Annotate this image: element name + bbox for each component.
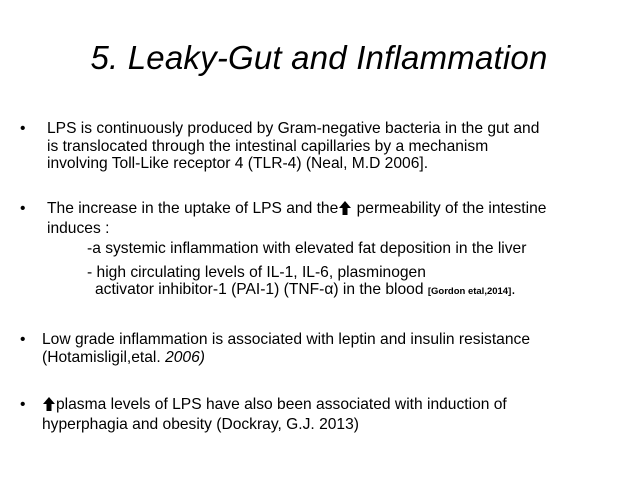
bullet-line: Low grade inflammation is associated with leptin and insulin resistance [42, 331, 530, 348]
bullet-text [42, 331, 627, 366]
sub-item-circulating-levels: - high circulating levels of IL-1, IL-6, plasminogen [87, 263, 426, 281]
bullet-line-part: (Hotamisligil,etal. [42, 348, 166, 366]
bullet-text [47, 200, 632, 301]
sub-item-text: activator inhibitor-1 (PAI-1) (TNF-α) in the blood [95, 281, 428, 298]
bullet-line: LPS is continuously produced by Gram-negative bacteria in the gut and [47, 120, 540, 137]
sub-item-systemic-inflammation: -a systemic inflammation with elevated fat deposition in the liver [87, 240, 527, 257]
bullet-line-part: plasma levels of LPS have also been associated with induction of [56, 396, 507, 413]
bullet-line [42, 396, 627, 416]
sub-item-end: . [511, 281, 516, 298]
bullet-line: hyperphagia and obesity (Dockray, G.J. 2013) [42, 415, 359, 433]
bullet-dot: • [20, 200, 26, 217]
bullet-line [42, 349, 627, 367]
bullet-dot: • [20, 120, 26, 137]
bullet-line [47, 200, 632, 220]
bullet-line-part: permeability of the intestine [352, 200, 547, 217]
bullet-line: induces : [47, 219, 110, 237]
citation-year-italic: 2006) [165, 348, 205, 366]
up-arrow-icon [43, 397, 55, 416]
bullet-text [42, 396, 627, 433]
up-arrow-icon [339, 201, 351, 220]
bullet-text [47, 120, 632, 173]
slide-title: 5. Leaky-Gut and Inflammation [90, 39, 548, 76]
bullet-line: is translocated through the intestinal capillaries by a mechanism [47, 137, 489, 155]
bullet-dot: • [20, 331, 26, 348]
bullet-dot: • [20, 396, 26, 413]
bullet-line-part: The increase in the uptake of LPS and the [47, 200, 339, 217]
sub-item-continuation [47, 281, 632, 301]
citation-small: [Gordon etal,2014] [427, 286, 512, 297]
bullet-line: involving Toll-Like receptor 4 (TLR-4) (Neal, M.D 2006]. [47, 155, 429, 172]
